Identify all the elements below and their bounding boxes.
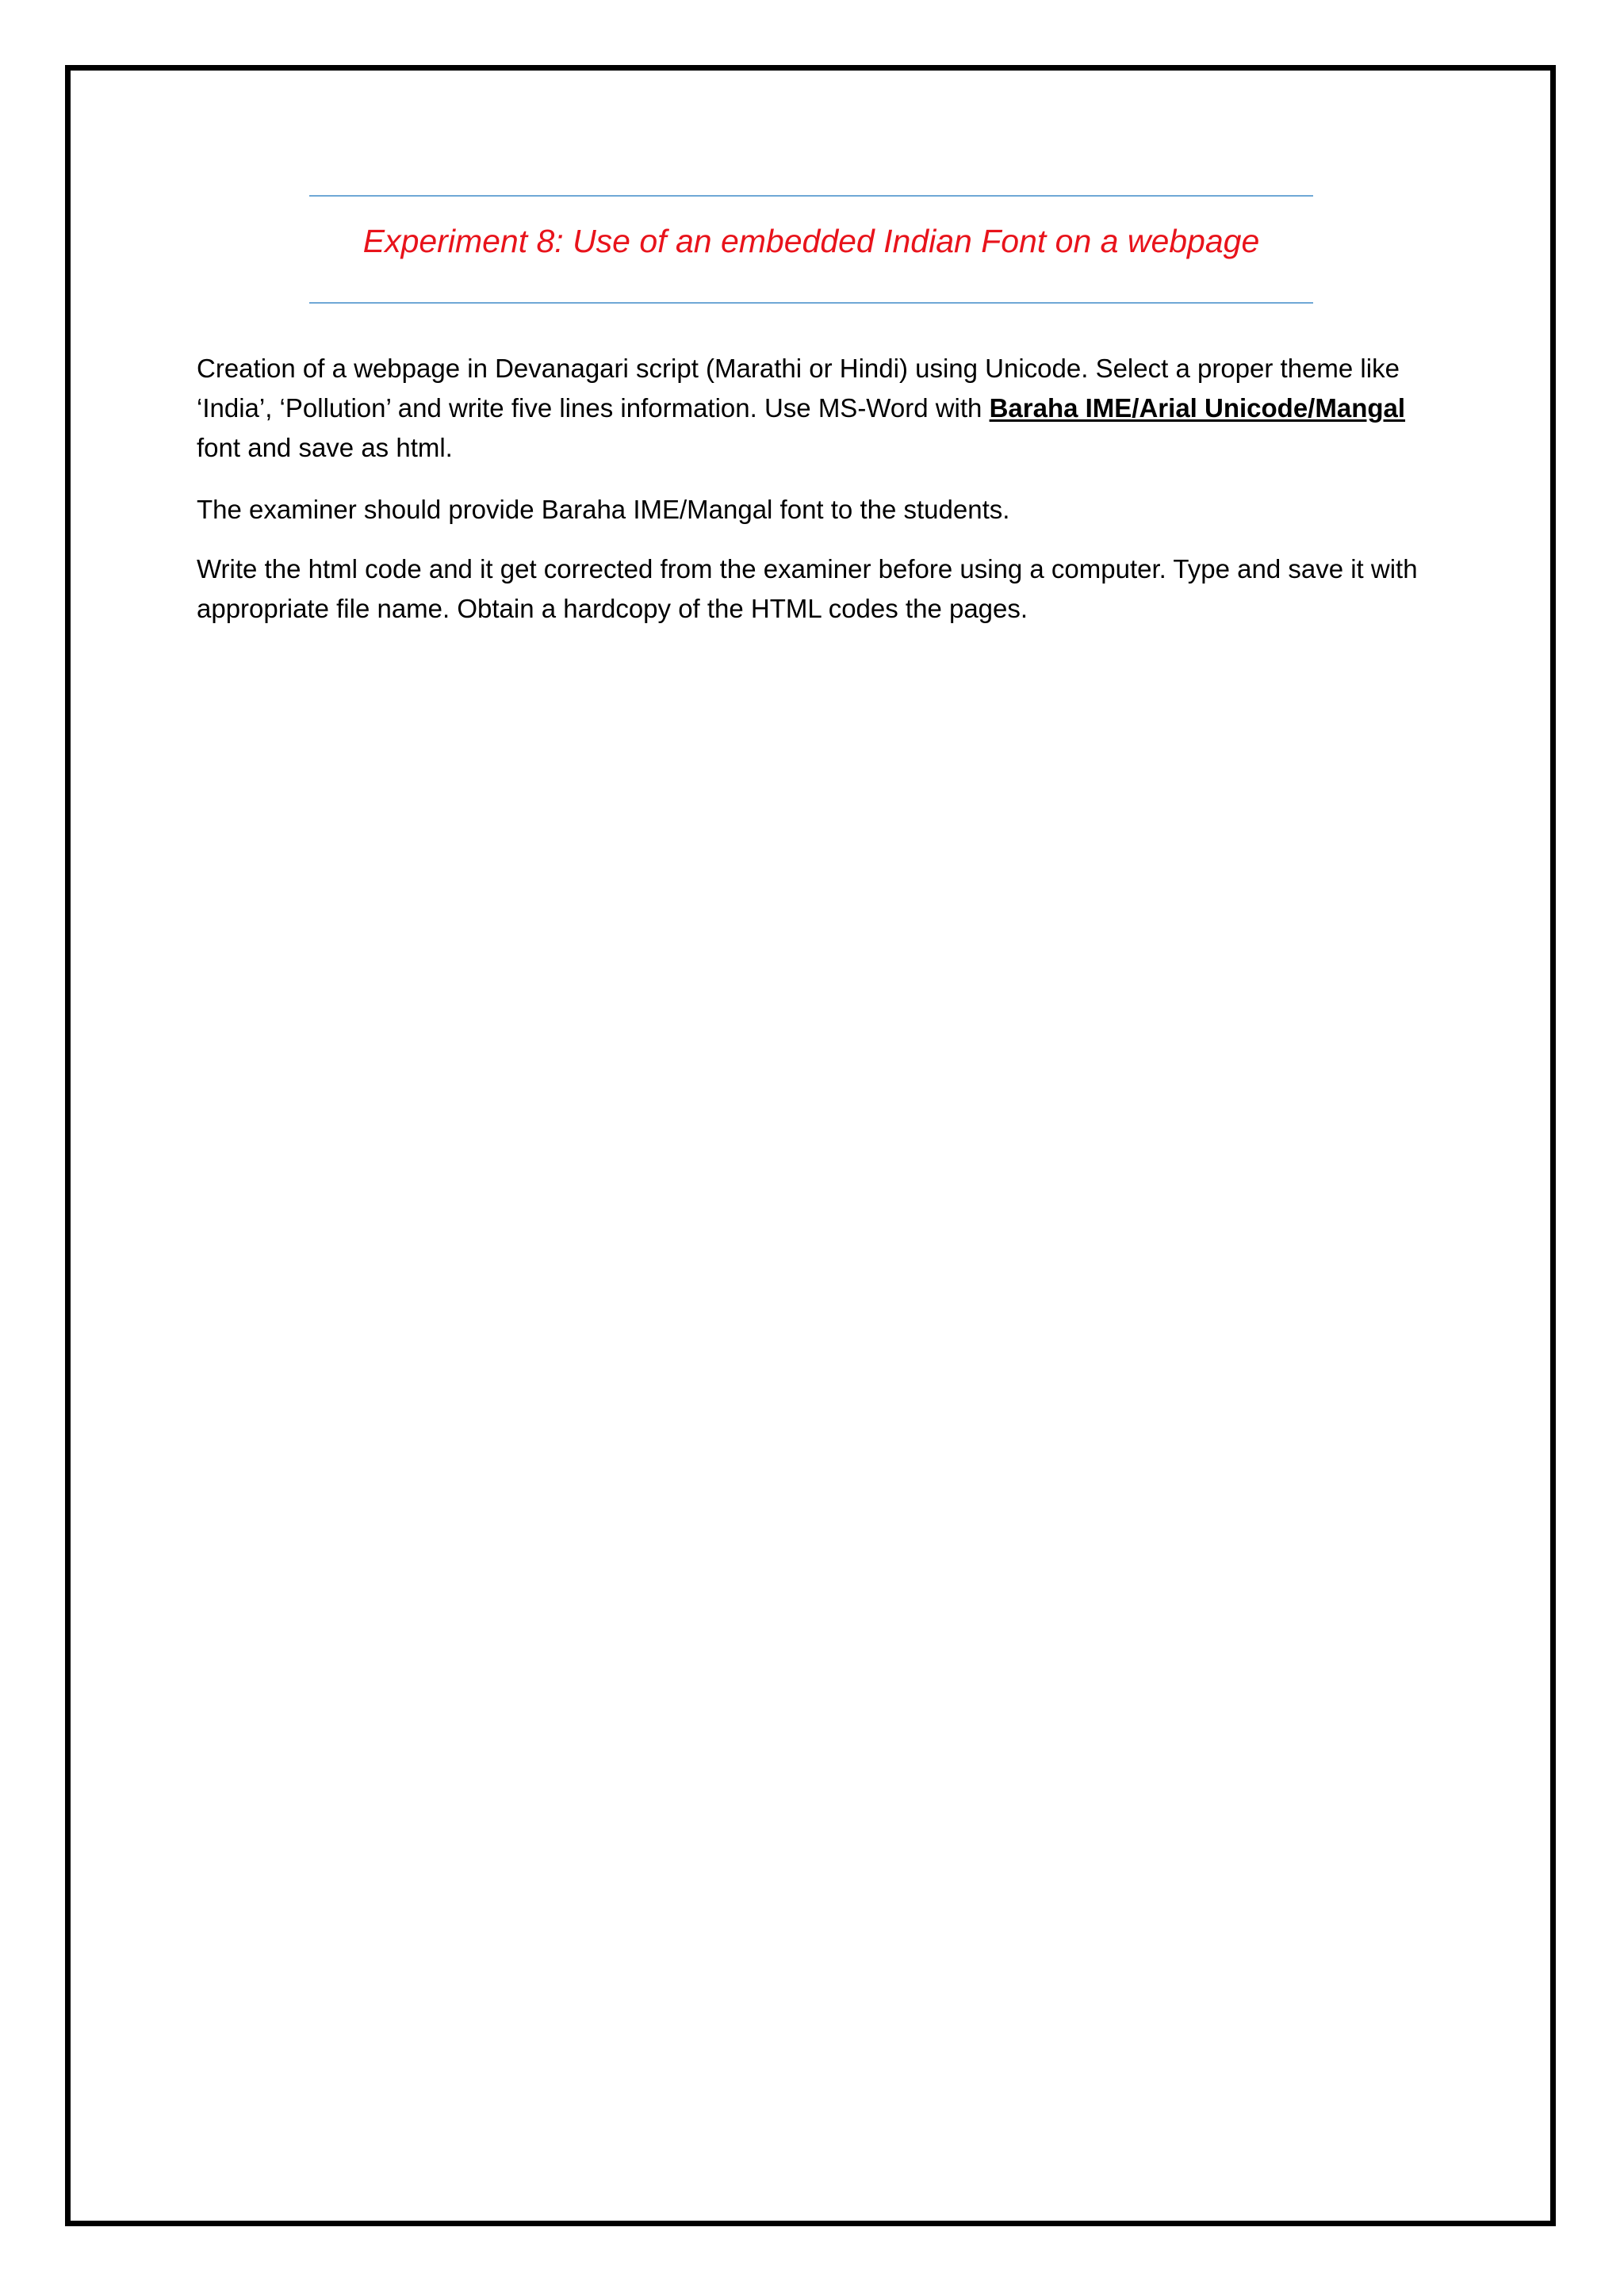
experiment-title: Experiment 8: Use of an embedded Indian Font on a webpage: [362, 223, 1260, 259]
paragraph-html-code: Write the html code and it get corrected from the examiner before using a computer. Type and save it with appropriate file name. Obtain a hardcopy of the HTML codes the pages.: [197, 554, 1418, 623]
paragraph-instructions-text-before: Creation of a webpage in Devanagari script (Marathi or Hindi) using Unicode. Select a proper theme like ‘India’, ‘Pollution’ and write five lines information. Use MS-Word with: [197, 354, 1400, 423]
title-rule-bottom: [309, 302, 1313, 304]
title-rule-top: [309, 195, 1313, 197]
paragraph-examiner-note: The examiner should provide Baraha IME/Mangal font to the students.: [197, 495, 1010, 524]
font-names-emphasis: Baraha IME/Arial Unicode/Mangal: [989, 393, 1406, 423]
document-body: [197, 349, 1434, 651]
paragraph-instructions-text-after: font and save as html.: [197, 433, 453, 462]
paragraph-instructions: [197, 349, 1434, 468]
